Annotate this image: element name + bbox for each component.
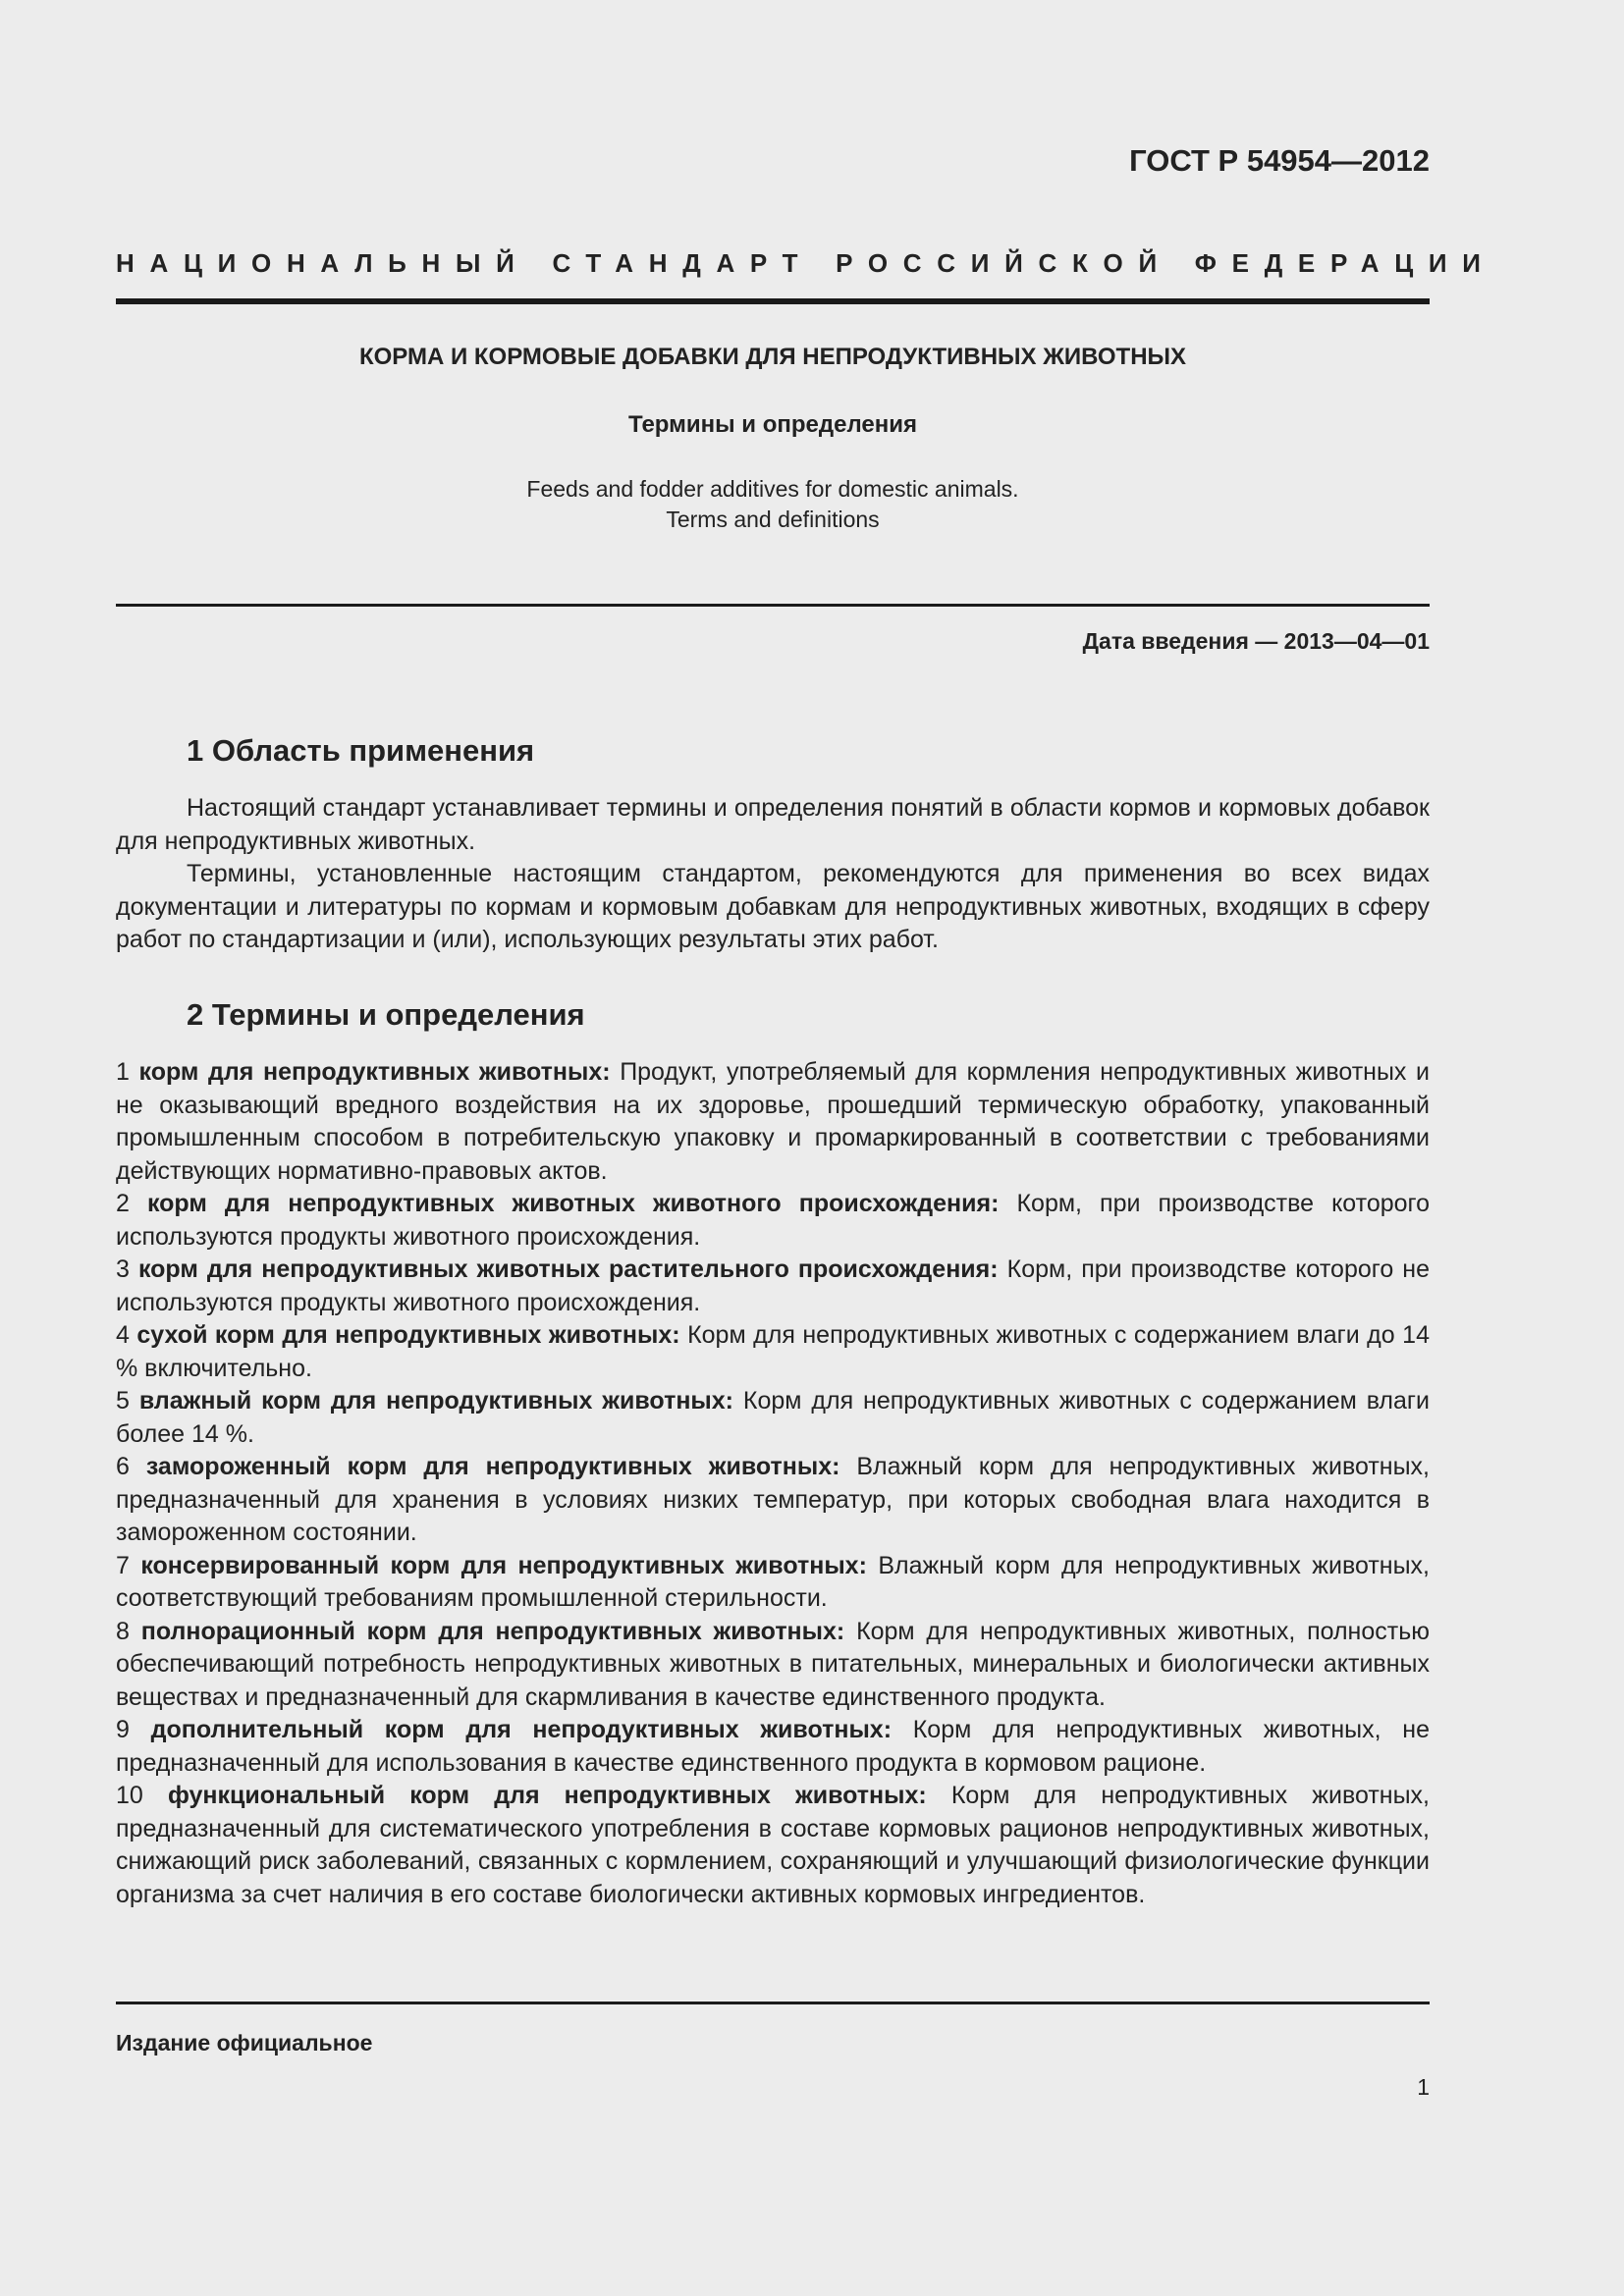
introduction-date: Дата введения — 2013—04—01 xyxy=(1082,628,1430,654)
term-entry xyxy=(116,1780,1430,1911)
term-name: корм для непродуктивных животных: xyxy=(138,1058,611,1086)
term-entry xyxy=(116,1616,1430,1715)
footer-rule xyxy=(116,2002,1430,2004)
document-subtitle: Термины и определения xyxy=(627,411,918,438)
term-number: 4 xyxy=(116,1321,130,1349)
section-1-paragraph-2: Термины, установленные настоящим стандартом, рекомендуются для применения во всех видах документации и литературы по кормам и кормовым добавкам для непродуктивных животных, входящих в сферу работ по стандартизации и (или), использующих результаты этих работ. xyxy=(116,860,1430,953)
section-2-heading: 2 Термины и определения xyxy=(187,997,585,1032)
document-title: КОРМА И КОРМОВЫЕ ДОБАВКИ ДЛЯ НЕПРОДУКТИВНЫХ ЖИВОТНЫХ xyxy=(358,344,1187,370)
term-entry xyxy=(116,1550,1430,1616)
term-definition: Влажный корм для непродуктивных животных, соответствующий требованиям промышленной стерильности. xyxy=(116,1551,1431,1612)
term-name: сухой корм для непродуктивных животных: xyxy=(136,1321,680,1349)
term-definition: Корм, при производстве которого используются продукты животного происхождения. xyxy=(116,1190,1431,1251)
term-number: 7 xyxy=(116,1551,130,1579)
term-name: влажный корм для непродуктивных животных: xyxy=(138,1387,733,1415)
term-number: 9 xyxy=(116,1716,130,1743)
term-definition: Корм для непродуктивных животных, предназначенный для систематического употребления в составе кормовых рационов непродуктивных животных, снижающий риск заболеваний, связанных с кормлением, сохраняющий и улучшающий физиологические функции организма за счет наличия в его составе биологически активных кормовых ингредиентов. xyxy=(116,1782,1430,1908)
header-rule xyxy=(116,298,1430,304)
term-definition: Продукт, употребляемый для кормления непродуктивных животных и не оказывающий вредного воздействия на их здоровье, прошедший термическую обработку, упакованный промышленным способом в потребительскую упаковку и промаркированный в соответствии с требованиями действующих нормативно-правовых актов. xyxy=(116,1058,1430,1185)
term-definition: Корм для непродуктивных животных, полностью обеспечивающий потребность непродуктивных животных в питательных, минеральных и биологически активных веществах и предназначенный для скармливания в качестве единственного продукта. xyxy=(116,1617,1430,1711)
term-entry xyxy=(116,1188,1430,1254)
english-title-line-1: Feeds and fodder additives for domestic animals. xyxy=(526,476,1019,502)
term-definition: Влажный корм для непродуктивных животных, предназначенный для хранения в условиях низких температур, при которых свободная влага находится в замороженном состоянии. xyxy=(116,1453,1431,1546)
official-edition-label: Издание официальное xyxy=(116,2030,373,2056)
term-entry xyxy=(116,1385,1430,1451)
term-number: 5 xyxy=(116,1387,130,1415)
section-1-paragraph-1: Настоящий стандарт устанавливает термины и определения понятий в области кормов и кормовых добавок для непродуктивных животных. xyxy=(116,794,1430,855)
term-definition: Корм для непродуктивных животных с содержанием влаги более 14 %. xyxy=(116,1387,1430,1448)
term-number: 2 xyxy=(116,1190,130,1217)
term-number: 10 xyxy=(116,1782,143,1809)
terms-list xyxy=(116,1056,1430,1911)
page-number: 1 xyxy=(1417,2074,1430,2100)
term-name: полнорационный корм для непродуктивных животных: xyxy=(140,1617,845,1645)
term-name: замороженный корм для непродуктивных животных: xyxy=(145,1453,840,1480)
term-number: 8 xyxy=(116,1617,130,1645)
term-name: корм для непродуктивных животных животного происхождения: xyxy=(146,1190,1000,1217)
term-definition: Корм для непродуктивных животных с содержанием влаги до 14 % включительно. xyxy=(116,1321,1430,1382)
title-rule xyxy=(116,604,1430,607)
term-entry xyxy=(116,1056,1430,1188)
term-entry xyxy=(116,1451,1430,1550)
term-entry xyxy=(116,1714,1430,1780)
section-1-heading: 1 Область применения xyxy=(187,733,535,768)
standard-number: ГОСТ Р 54954—2012 xyxy=(1129,143,1430,178)
document-page xyxy=(116,0,1496,2296)
term-name: корм для непродуктивных животных растительного происхождения: xyxy=(137,1255,999,1283)
english-title-line-2: Terms and definitions xyxy=(666,507,880,532)
term-name: дополнительный корм для непродуктивных животных: xyxy=(150,1716,893,1743)
term-definition: Корм, при производстве которого не используются продукты животного происхождения. xyxy=(116,1255,1430,1316)
national-standard-title: НАЦИОНАЛЬНЫЙ СТАНДАРТ РОССИЙСКОЙ ФЕДЕРАЦИИ xyxy=(116,248,1496,278)
term-name: функциональный корм для непродуктивных животных: xyxy=(167,1782,927,1809)
term-number: 3 xyxy=(116,1255,130,1283)
term-name: консервированный корм для непродуктивных животных: xyxy=(140,1551,867,1579)
term-entry xyxy=(116,1319,1430,1385)
english-title xyxy=(116,474,1430,535)
term-entry xyxy=(116,1254,1430,1319)
term-number: 1 xyxy=(116,1058,130,1086)
term-definition: Корм для непродуктивных животных, не предназначенный для использования в качестве единственного продукта в кормовом рационе. xyxy=(116,1716,1430,1777)
term-number: 6 xyxy=(116,1453,130,1480)
